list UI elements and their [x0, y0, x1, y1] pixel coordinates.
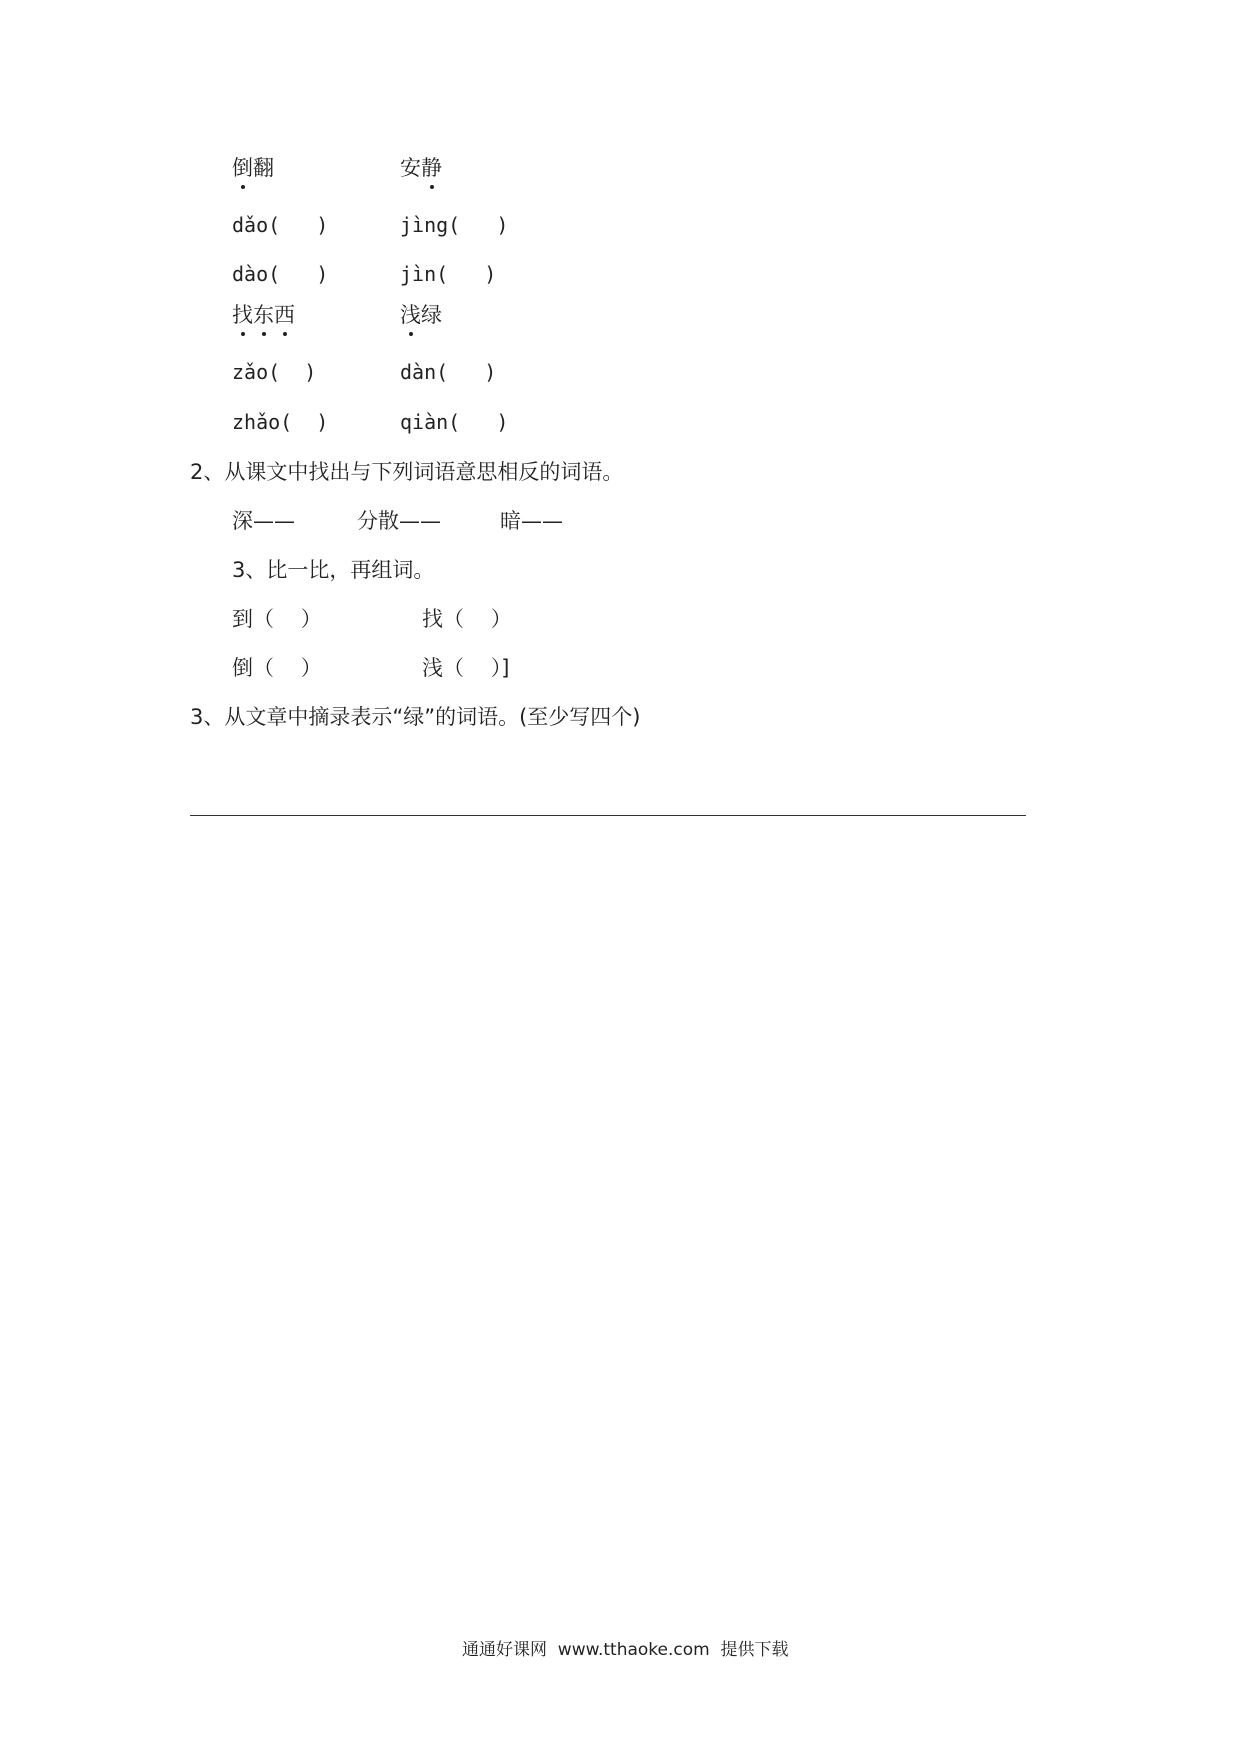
- pinyin-jing4: jìng( ): [400, 213, 509, 237]
- question-3b-title: 3、从文章中摘录表示“绿”的词语。(至少写四个): [190, 705, 641, 729]
- footer-text: 通通好课网 www.tthaoke.com 提供下载: [462, 1640, 789, 1660]
- word-qianlv: 浅绿: [400, 303, 442, 327]
- compare-item: 倒（ ）: [232, 656, 322, 680]
- compare-item: 到（ ）: [232, 607, 322, 631]
- antonym-item: 暗——: [500, 509, 563, 533]
- answer-line: [190, 815, 1026, 816]
- word-daofan: 倒翻: [232, 156, 274, 180]
- antonym-item: 分散——: [357, 509, 441, 533]
- pinyin-dan4: dàn( ): [400, 360, 497, 384]
- pinyin-jin4: jìn( ): [400, 262, 497, 286]
- emphasis-dot: [430, 185, 434, 189]
- pinyin-dao3: dǎo( ): [232, 213, 329, 237]
- question-2-title: 2、从课文中找出与下列词语意思相反的词语。: [190, 460, 624, 484]
- emphasis-dot: [409, 332, 413, 336]
- compare-item: 找（ ）: [422, 607, 512, 631]
- question-3a-title: 3、比一比，再组词。: [232, 558, 435, 582]
- compare-item: 浅（ ）]: [422, 656, 510, 680]
- pinyin-dao4: dào( ): [232, 262, 329, 286]
- word-zhaodongxi: 找东西: [232, 303, 295, 327]
- pinyin-zhao3: zhǎo( ): [232, 410, 329, 434]
- emphasis-dot: [241, 185, 245, 189]
- emphasis-dot: [283, 332, 287, 336]
- antonym-item: 深——: [232, 509, 295, 533]
- pinyin-zao3: zǎo( ): [232, 360, 317, 384]
- emphasis-dot: [241, 332, 245, 336]
- pinyin-qian4: qiàn( ): [400, 410, 509, 434]
- emphasis-dot: [262, 332, 266, 336]
- word-anjing: 安静: [400, 156, 442, 180]
